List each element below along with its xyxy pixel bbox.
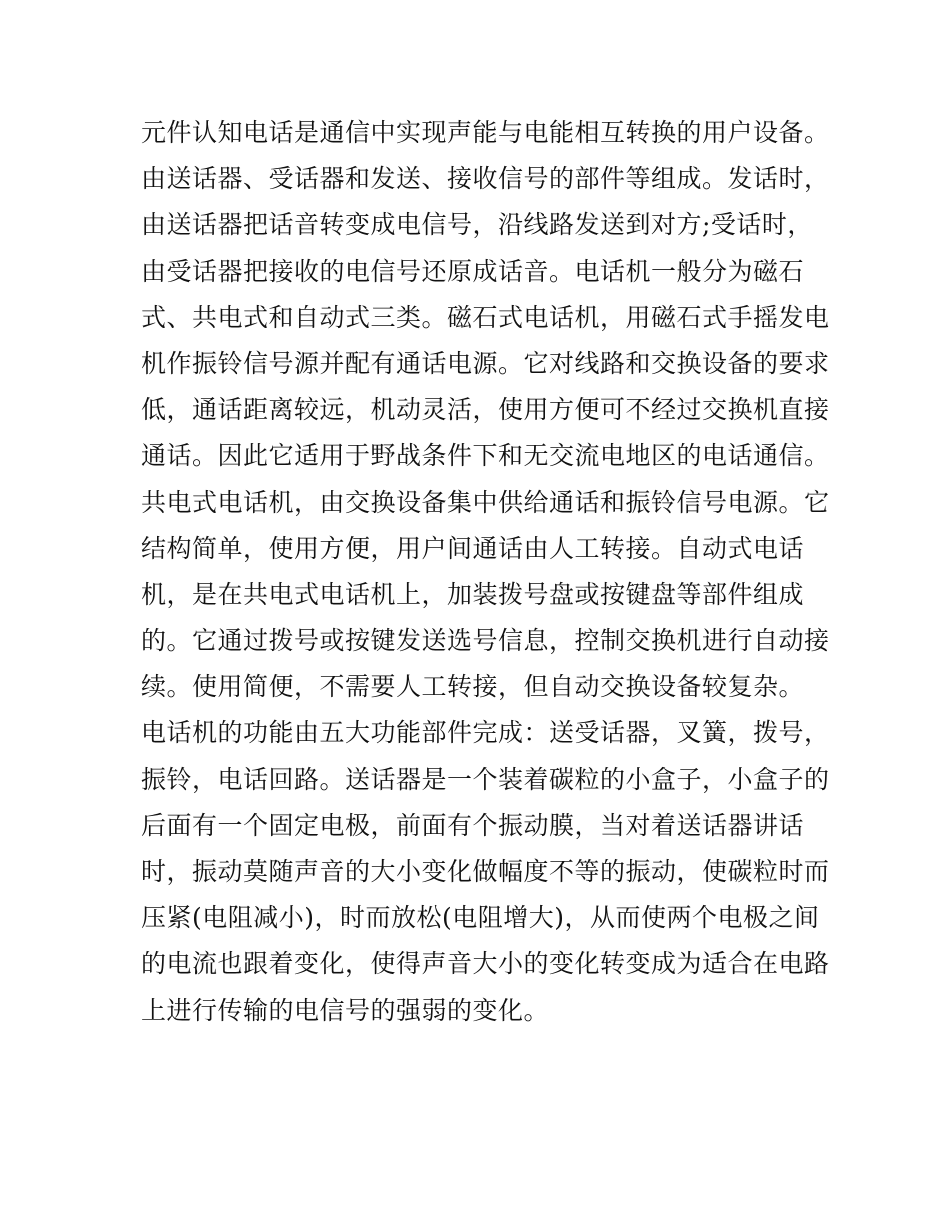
text-line-1: 元件认知电话是通信中实现声能与电能相互转换的用户设备。 bbox=[141, 118, 830, 147]
text-line-10: 结构简单，使用方便，用户间通话由人工转接。自动式电话 bbox=[141, 533, 805, 563]
text-line-14: 电话机的功能由五大功能部件完成：送受话器，叉簧，拨号， bbox=[141, 718, 830, 748]
text-line-8: 通话。因此它适用于野战条件下和无交流电地区的电话通信。 bbox=[141, 441, 830, 471]
text-line-13: 续。使用简便，不需要人工转接，但自动交换设备较复杂。 bbox=[141, 672, 805, 702]
text-line-19: 的电流也跟着变化，使得声音大小的变化转变成为适合在电路 bbox=[141, 949, 830, 979]
text-line-12: 的。它通过拨号或按键发送选号信息，控制交换机进行自动接 bbox=[141, 626, 830, 656]
text-line-17: 时，振动莫随声音的大小变化做幅度不等的振动，使碳粒时而 bbox=[141, 857, 830, 886]
text-line-3: 由送话器把话音转变成电信号，沿线路发送到对方;受话时， bbox=[141, 210, 813, 240]
text-line-18: 压紧(电阻减小)，时而放松(电阻增大)，从而使两个电极之间 bbox=[141, 903, 820, 933]
text-line-2: 由送话器、受话器和发送、接收信号的部件等组成。发话时， bbox=[141, 164, 830, 194]
text-line-15: 振铃，电话回路。送话器是一个装着碳粒的小盒子，小盒子的 bbox=[141, 764, 830, 794]
text-line-7: 低，通话距离较远，机动灵活，使用方便可不经过交换机直接 bbox=[141, 395, 830, 425]
text-line-6: 机作振铃信号源并配有通话电源。它对线路和交换设备的要求 bbox=[141, 348, 830, 378]
text-line-4: 由受话器把接收的电信号还原成话音。电话机一般分为磁石 bbox=[141, 256, 805, 286]
body-paragraph bbox=[141, 110, 830, 1034]
text-line-5: 式、共电式和自动式三类。磁石式电话机，用磁石式手摇发电 bbox=[141, 302, 830, 332]
text-line-16: 后面有一个固定电极，前面有个振动膜，当对着送话器讲话 bbox=[141, 810, 805, 840]
text-line-9: 共电式电话机，由交换设备集中供给通话和振铃信号电源。它 bbox=[141, 487, 830, 517]
text-line-20: 上进行传输的电信号的强弱的变化。 bbox=[141, 995, 550, 1025]
text-line-11: 机，是在共电式电话机上，加装拨号盘或按键盘等部件组成 bbox=[141, 579, 805, 609]
